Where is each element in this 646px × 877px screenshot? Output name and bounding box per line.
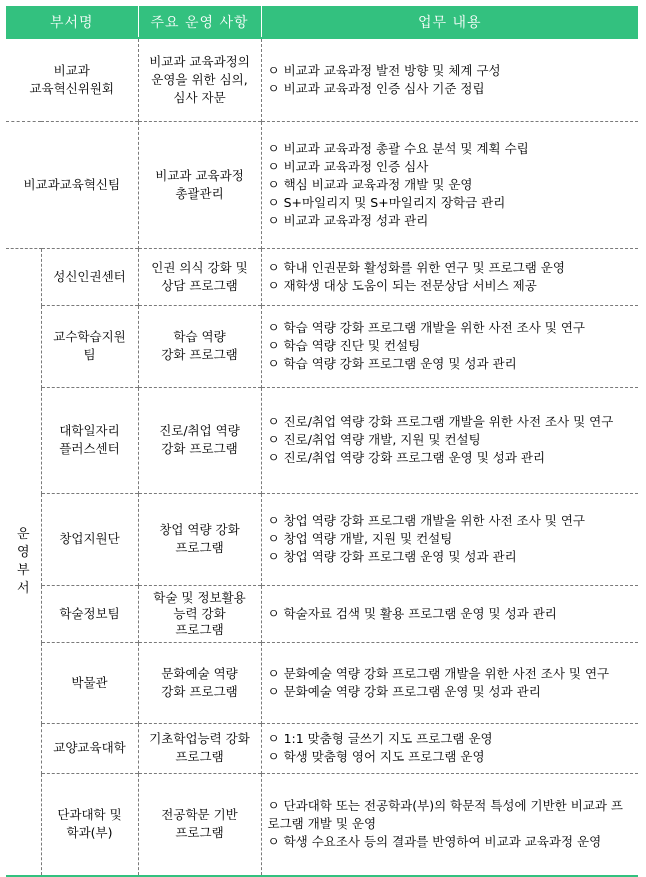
duty-item: ㅇ 문화예술 역량 강화 프로그램 개발을 위한 사전 조사 및 연구 xyxy=(267,665,610,681)
duty-item: ㅇ 비교과 교육과정 인증 심사 xyxy=(267,158,429,174)
main-operation: 학습 역량 강화 프로그램 xyxy=(138,305,261,387)
department-name: 교양교육대학 xyxy=(41,723,138,773)
duty-list xyxy=(261,773,638,876)
duty-item: ㅇ 학생 맞춤형 영어 지도 프로그램 운영 xyxy=(267,749,485,764)
duty-item: ㅇ 재학생 대상 도움이 되는 전문상담 서비스 제공 xyxy=(267,277,537,293)
duty-list xyxy=(261,248,638,305)
department-name: 학술정보팀 xyxy=(41,585,138,642)
duty-item: ㅇ 비교과 교육과정 인증 심사 기준 정립 xyxy=(267,80,485,96)
department-name: 비교과교육혁신팀 xyxy=(6,121,138,248)
duty-item: ㅇ 학습 역량 강화 프로그램 개발을 위한 사전 조사 및 연구 xyxy=(267,320,585,335)
main-operation: 문화예술 역량 강화 프로그램 xyxy=(138,642,261,723)
main-operation: 진로/취업 역량 강화 프로그램 xyxy=(138,387,261,493)
department-name: 비교과 교육혁신위원회 xyxy=(6,38,138,121)
main-operation: 창업 역량 강화 프로그램 xyxy=(138,493,261,585)
department-duties-table xyxy=(6,6,638,877)
department-name: 성신인권센터 xyxy=(41,248,138,305)
duty-item: ㅇ 비교과 교육과정 성과 관리 xyxy=(267,212,429,228)
table-row xyxy=(6,38,638,121)
duty-item: ㅇ 진로/취업 역량 강화 프로그램 개발을 위한 사전 조사 및 연구 xyxy=(267,414,614,429)
table-row xyxy=(6,585,638,642)
duty-item: ㅇ S+마일리지 및 S+마일리지 장학금 관리 xyxy=(267,194,506,210)
main-operation: 기초학업능력 강화 프로그램 xyxy=(138,723,261,773)
main-operation: 비교과 교육과정의 운영을 위한 심의, 심사 자문 xyxy=(138,38,261,121)
duty-list xyxy=(261,305,638,387)
main-operation: 비교과 교육과정 총괄관리 xyxy=(138,121,261,248)
duty-list xyxy=(261,642,638,723)
duty-item: ㅇ 비교과 교육과정 발전 방향 및 체계 구성 xyxy=(267,62,501,78)
table-row xyxy=(6,493,638,585)
header-duties: 업무 내용 xyxy=(261,6,638,38)
duty-item: ㅇ 문화예술 역량 강화 프로그램 운영 및 성과 관리 xyxy=(267,683,541,699)
duty-item: ㅇ 핵심 비교과 교육과정 개발 및 운영 xyxy=(267,176,473,192)
table-row xyxy=(6,305,638,387)
table-header-row xyxy=(6,6,638,38)
department-name: 단과대학 및 학과(부) xyxy=(41,773,138,876)
main-operation: 전공학문 기반 프로그램 xyxy=(138,773,261,876)
duty-item: ㅇ 학술자료 검색 및 활용 프로그램 운영 및 성과 관리 xyxy=(267,605,557,621)
table-row xyxy=(6,248,638,305)
table-row xyxy=(6,121,638,248)
duty-item: ㅇ 비교과 교육과정 총괄 수요 분석 및 계획 수립 xyxy=(267,140,529,156)
main-operation: 학술 및 정보활용 능력 강화 프로그램 xyxy=(138,585,261,642)
duty-item: ㅇ 1:1 맞춤형 글쓰기 지도 프로그램 운영 xyxy=(267,731,493,746)
duty-item: ㅇ 창업 역량 개발, 지원 및 컨설팅 xyxy=(267,531,453,546)
department-name: 창업지원단 xyxy=(41,493,138,585)
duty-item: ㅇ 창업 역량 강화 프로그램 운영 및 성과 관리 xyxy=(267,549,517,564)
duty-item: ㅇ 진로/취업 역량 강화 프로그램 운영 및 성과 관리 xyxy=(267,450,546,465)
department-name: 대학일자리 플러스센터 xyxy=(41,387,138,493)
duty-item: ㅇ 창업 역량 강화 프로그램 개발을 위한 사전 조사 및 연구 xyxy=(267,513,585,528)
duty-item: ㅇ 학내 인권문화 활성화를 위한 연구 및 프로그램 운영 xyxy=(267,259,565,275)
duty-item: ㅇ 학생 수요조사 등의 결과를 반영하여 비교과 교육과정 운영 xyxy=(267,834,602,850)
duty-list xyxy=(261,38,638,121)
header-main-operations: 주요 운영 사항 xyxy=(138,6,261,38)
header-department: 부서명 xyxy=(6,6,138,38)
table-row xyxy=(6,773,638,876)
duty-item: ㅇ 학습 역량 강화 프로그램 운영 및 성과 관리 xyxy=(267,356,517,371)
department-name: 교수학습지원 팀 xyxy=(41,305,138,387)
duty-list xyxy=(261,585,638,642)
duty-list xyxy=(261,121,638,248)
main-operation: 인권 의식 강화 및 상담 프로그램 xyxy=(138,248,261,305)
duty-item: ㅇ 진로/취업 역량 개발, 지원 및 컨설팅 xyxy=(267,432,481,447)
department-name: 박물관 xyxy=(41,642,138,723)
duty-item: ㅇ 학습 역량 진단 및 컨설팅 xyxy=(267,338,421,353)
duty-item: ㅇ 단과대학 또는 전공학과(부)의 학문적 특성에 기반한 비교과 프로그램 개발 및 운영 xyxy=(267,798,624,832)
duty-list xyxy=(261,387,638,493)
table-row xyxy=(6,642,638,723)
table-row xyxy=(6,723,638,773)
duty-list xyxy=(261,723,638,773)
table-row xyxy=(6,387,638,493)
operating-departments-label: 운 영 부 서 xyxy=(6,248,41,876)
duty-list xyxy=(261,493,638,585)
